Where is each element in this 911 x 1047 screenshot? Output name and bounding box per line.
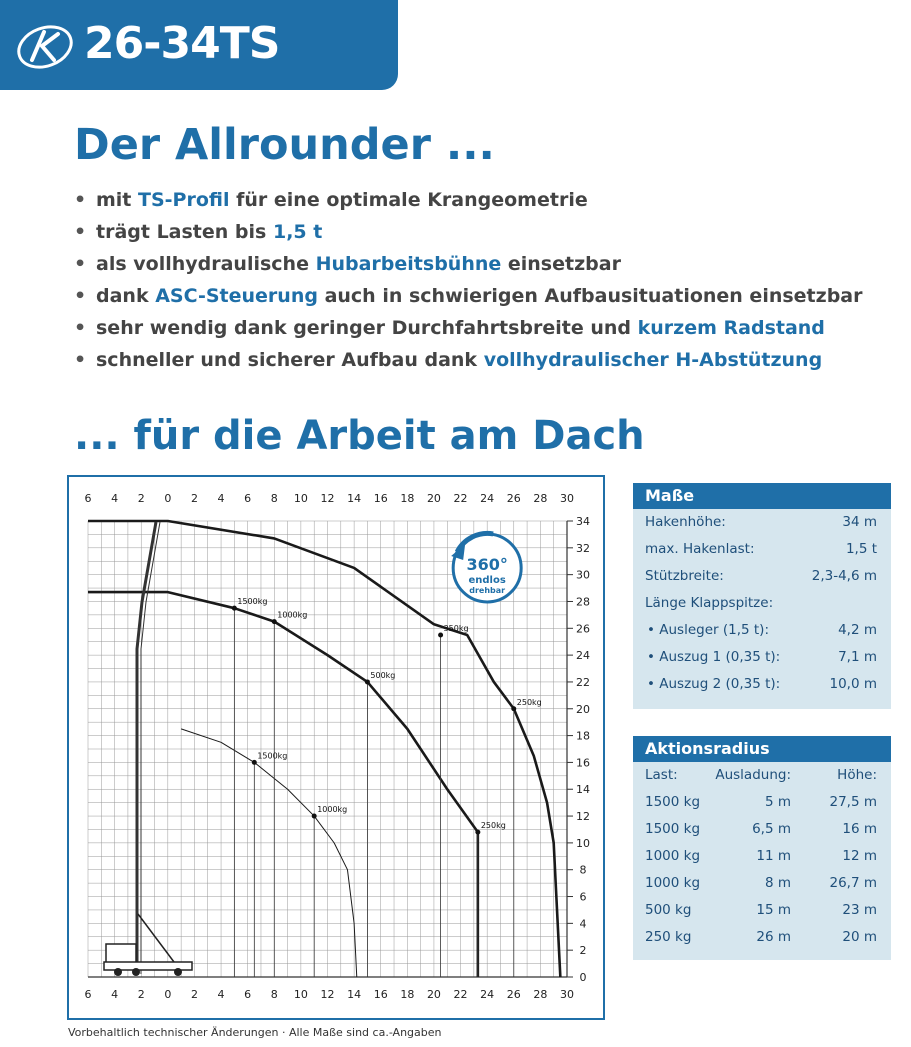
- x-tick-label: 2: [190, 988, 198, 1001]
- feature-highlight: TS-Profil: [138, 189, 230, 211]
- kb-logo-icon: [14, 24, 76, 70]
- x-tick-label: 6: [84, 492, 92, 505]
- feature-item: [74, 280, 863, 312]
- feature-text: schneller und sicherer Aufbau dank: [96, 349, 484, 371]
- badge-line1: endlos: [468, 574, 506, 586]
- bullet: •: [74, 285, 87, 307]
- aktion-row: [633, 924, 891, 951]
- feature-item: [74, 344, 863, 376]
- x-tick-label: 2: [137, 988, 145, 1001]
- x-tick-label: 22: [453, 492, 468, 505]
- aktion-cell: 20 m: [842, 929, 877, 945]
- x-tick-label: 10: [293, 492, 308, 505]
- y-tick-label: 34: [576, 515, 590, 528]
- aktion-row: [633, 897, 891, 924]
- load-point: [365, 679, 370, 684]
- aktion-cell: 1000 kg: [645, 875, 701, 891]
- aktion-cell: 5 m: [764, 794, 791, 810]
- aktion-cell: 15 m: [756, 902, 791, 918]
- model-title: 26-34TS: [84, 18, 280, 69]
- masse-value: 2,3-4,6 m: [811, 568, 877, 584]
- load-point-label: 1000kg: [317, 805, 348, 815]
- aktion-cell: 250 kg: [645, 929, 692, 945]
- x-tick-label: 4: [217, 492, 225, 505]
- aktion-row: [633, 789, 891, 816]
- load-point: [511, 706, 516, 711]
- y-tick-label: 20: [576, 702, 590, 716]
- aktion-cell: 26 m: [756, 929, 791, 945]
- x-tick-label: 6: [244, 988, 252, 1001]
- aktion-header: Höhe:: [837, 767, 877, 783]
- feature-item: [74, 216, 863, 248]
- headline: Der Allrounder ...: [74, 120, 495, 170]
- masse-row: [633, 617, 891, 644]
- aktion-row: [633, 870, 891, 897]
- badge-line2: drehbar: [469, 585, 506, 595]
- model-header-tab: [0, 0, 398, 90]
- y-tick-label: 6: [579, 890, 587, 904]
- x-tick-label: 30: [560, 988, 574, 1001]
- x-tick-label: 6: [244, 492, 252, 505]
- x-tick-label: 4: [217, 988, 225, 1001]
- masse-row: [633, 509, 891, 536]
- x-tick-label: 4: [111, 492, 119, 505]
- x-tick-label: 16: [373, 492, 388, 505]
- x-tick-label: 12: [320, 492, 335, 505]
- y-tick-label: 26: [576, 622, 590, 636]
- feature-item: [74, 184, 863, 216]
- masse-value: 34 m: [842, 514, 877, 530]
- masse-label: • Auszug 2 (0,35 t):: [647, 676, 781, 692]
- feature-highlight: Hubarbeitsbühne: [315, 253, 502, 275]
- aktion-cell: 27,5 m: [829, 794, 877, 810]
- y-tick-label: 2: [579, 944, 587, 958]
- x-tick-label: 14: [347, 492, 362, 505]
- aktion-cell: 1000 kg: [645, 848, 701, 864]
- feature-text: mit: [96, 189, 139, 211]
- masse-row: [633, 590, 891, 617]
- x-tick-label: 20: [426, 492, 441, 505]
- load-point-label: 250kg: [516, 697, 542, 707]
- load-point: [438, 633, 443, 638]
- masse-label: • Auszug 1 (0,35 t):: [647, 649, 781, 665]
- x-tick-label: 20: [426, 988, 441, 1001]
- masse-label: max. Hakenlast:: [645, 541, 755, 557]
- truck-wheel: [114, 968, 122, 976]
- load-point: [232, 606, 237, 611]
- feature-text: als vollhydraulische: [96, 253, 316, 275]
- load-point-label: 1500kg: [257, 751, 288, 761]
- x-tick-label: 28: [533, 988, 548, 1001]
- load-point-label: 1500kg: [237, 597, 268, 607]
- aktion-row: [633, 816, 891, 843]
- y-tick-label: 4: [579, 917, 587, 931]
- aktion-cell: 23 m: [842, 902, 877, 918]
- y-tick-label: 28: [576, 595, 590, 609]
- y-tick-label: 14: [576, 783, 590, 797]
- aktion-header: Ausladung:: [715, 767, 791, 783]
- y-tick-label: 32: [576, 541, 590, 555]
- subheadline: ... für die Arbeit am Dach: [74, 413, 645, 459]
- feature-list: [74, 184, 863, 376]
- masse-title: Maße: [633, 483, 891, 509]
- badge-angle: 360°: [466, 554, 508, 574]
- aktion-cell: 500 kg: [645, 902, 692, 918]
- x-tick-label: 30: [560, 492, 574, 505]
- masse-row: [633, 563, 891, 590]
- masse-label: Hakenhöhe:: [645, 514, 726, 530]
- aktionsradius-panel: [633, 736, 891, 960]
- x-tick-label: 22: [453, 988, 468, 1001]
- y-tick-label: 8: [579, 863, 587, 877]
- feature-text: für eine optimale Krangeometrie: [229, 189, 588, 211]
- x-tick-label: 2: [190, 492, 198, 505]
- x-tick-label: 14: [347, 988, 362, 1001]
- x-tick-label: 8: [270, 492, 278, 505]
- truck-wheel: [174, 968, 182, 976]
- y-tick-label: 0: [579, 971, 587, 984]
- x-tick-label: 10: [293, 988, 308, 1001]
- aktion-cell: 1500 kg: [645, 821, 701, 837]
- masse-value: 1,5 t: [845, 541, 877, 557]
- masse-panel: [633, 483, 891, 709]
- x-tick-label: 2: [137, 492, 145, 505]
- bullet: •: [74, 221, 87, 243]
- masse-value: 4,2 m: [838, 622, 877, 638]
- y-tick-label: 30: [576, 568, 590, 582]
- feature-highlight: kurzem Radstand: [637, 317, 825, 339]
- load-point-label: 250kg: [480, 821, 506, 831]
- aktionsradius-title: Aktionsradius: [633, 736, 891, 762]
- feature-text: dank: [96, 285, 156, 307]
- aktion-cell: 11 m: [756, 848, 791, 864]
- feature-highlight: vollhydraulischer H-Abstützung: [483, 349, 823, 371]
- masse-label: • Ausleger (1,5 t):: [647, 622, 769, 638]
- y-tick-label: 10: [576, 836, 590, 850]
- aktion-cell: 6,5 m: [752, 821, 791, 837]
- feature-text: auch in schwierigen Aufbausituationen einsetzbar: [317, 285, 863, 307]
- load-point: [272, 619, 277, 624]
- x-tick-label: 16: [373, 988, 388, 1001]
- load-point-label: 350kg: [443, 624, 469, 633]
- x-tick-label: 24: [480, 492, 495, 505]
- aktion-header: Last:: [645, 767, 678, 783]
- footnote: Vorbehaltlich technischer Änderungen · Alle Maße sind ca.-Angaben: [68, 1026, 442, 1039]
- masse-row: [633, 644, 891, 671]
- bullet: •: [74, 189, 87, 211]
- x-tick-label: 8: [270, 988, 278, 1001]
- aktion-cell: 1500 kg: [645, 794, 701, 810]
- y-tick-label: 12: [576, 810, 590, 824]
- load-point-label: 500kg: [370, 670, 396, 680]
- bullet: •: [74, 349, 87, 371]
- feature-highlight: ASC-Steuerung: [155, 285, 318, 307]
- load-chart: [66, 474, 606, 1021]
- x-tick-label: 24: [480, 988, 495, 1001]
- x-tick-label: 12: [320, 988, 335, 1001]
- y-tick-label: 16: [576, 756, 590, 770]
- x-tick-label: 6: [84, 988, 92, 1001]
- truck-wheel: [132, 968, 140, 976]
- load-point: [312, 814, 317, 819]
- masse-label: Stützbreite:: [645, 568, 724, 584]
- feature-highlight: 1,5 t: [272, 221, 323, 243]
- feature-text: trägt Lasten bis: [96, 221, 273, 243]
- y-tick-label: 22: [576, 675, 590, 689]
- x-tick-label: 18: [400, 492, 415, 505]
- masse-value: 7,1 m: [838, 649, 877, 665]
- masse-row: [633, 536, 891, 563]
- y-tick-label: 24: [576, 649, 590, 663]
- x-tick-label: 26: [506, 988, 521, 1001]
- load-point: [252, 760, 257, 765]
- x-tick-label: 18: [400, 988, 415, 1001]
- x-tick-label: 28: [533, 492, 548, 505]
- load-point: [475, 830, 480, 835]
- aktion-cell: 26,7 m: [829, 875, 877, 891]
- y-tick-label: 18: [576, 729, 590, 743]
- x-tick-label: 0: [164, 492, 172, 505]
- load-point-label: 1000kg: [277, 610, 308, 620]
- x-tick-label: 0: [164, 988, 172, 1001]
- aktion-cell: 12 m: [842, 848, 877, 864]
- masse-label: Länge Klappspitze:: [645, 595, 774, 611]
- feature-item: [74, 248, 863, 280]
- bullet: •: [74, 253, 87, 275]
- x-tick-label: 4: [111, 988, 119, 1001]
- aktion-cell: 8 m: [764, 875, 791, 891]
- aktion-cell: 16 m: [842, 821, 877, 837]
- feature-text: einsetzbar: [501, 253, 621, 275]
- aktion-header-row: [633, 762, 891, 789]
- masse-value: 10,0 m: [829, 676, 877, 692]
- aktion-row: [633, 843, 891, 870]
- feature-text: sehr wendig dank geringer Durchfahrtsbreite und: [96, 317, 638, 339]
- feature-item: [74, 312, 863, 344]
- x-tick-label: 26: [506, 492, 521, 505]
- bullet: •: [74, 317, 87, 339]
- masse-row: [633, 671, 891, 698]
